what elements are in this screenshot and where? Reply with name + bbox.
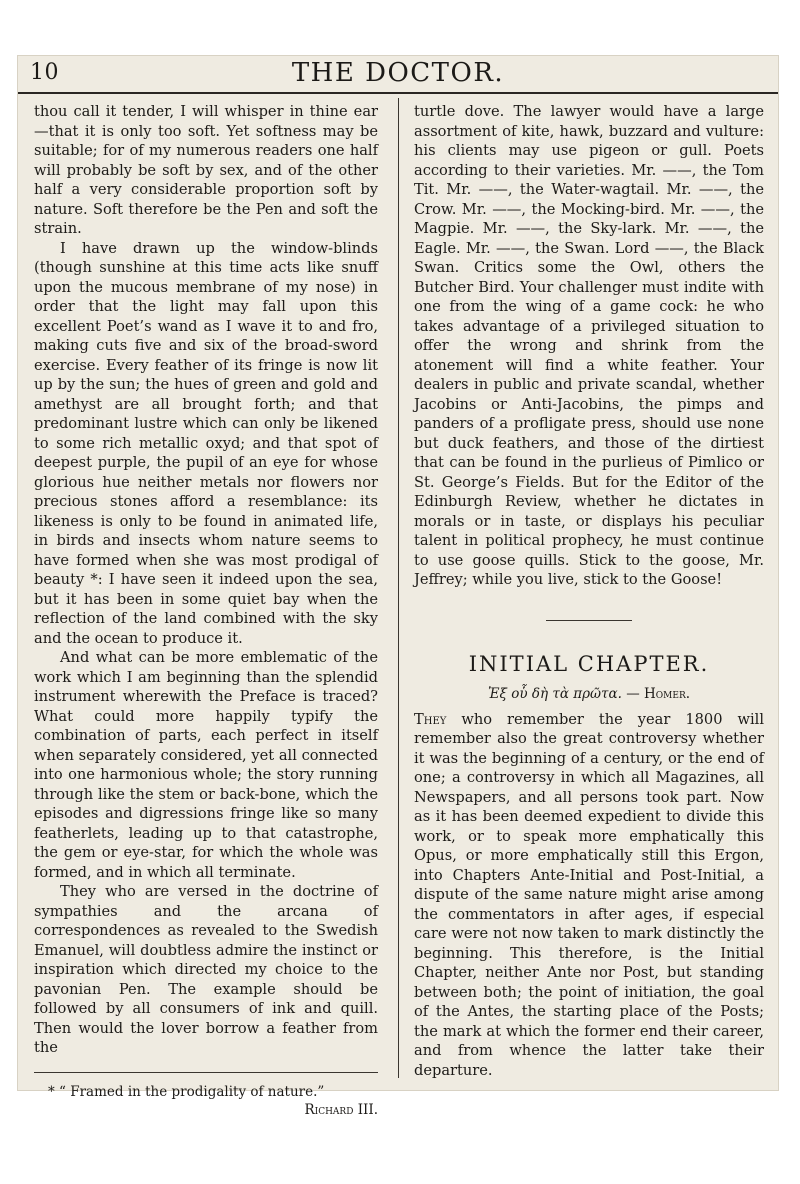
page-number: 10 [30,60,59,85]
column-divider [398,98,399,1078]
paragraph: And what can be more emblematic of the work which I am beginning than the splendid instrument wherewith the Preface is traced? What could more happily typify the combination of parts, each perfect in itself when separately considered, yet all connected into one harmonious whole; the story running through like the stem or back-bone, which the episodes and digressions fringe like so many featherlets, leading up to that catastrophe, the gem or eye-star, for which the whole was formed, and in which all terminate. [34,649,378,881]
paragraph: I have drawn up the window-blinds (though sunshine at this time acts like snuff upon the mucous membrane of my nose) in order that the light may fall upon this excellent Poet’s wand as I wave it to and fro, making cuts five and six of the broad-sword exercise. Every feather of its fringe is now lit up by the sun; the hues of green and gold and amethyst are all brought forth; and that predominant lustre which can only be likened to some rich metallic oxyd; and that spot of deepest purple, the pupil of an eye for whose glorious hue neither metals nor flowers nor precious stones afford a resemblance: its likeness is only to be found in animated life, in birds and insects whom nature seems to have formed when she was most prodigal of beauty *: I have seen it indeed upon the sea, but it has been in some quiet bay when the reflection of the land combined with the sky and the ocean to produce it. [34,239,378,647]
epigraph-author: — Homer. [626,685,691,702]
chapter-title: INITIAL CHAPTER. [468,651,710,676]
chapter-paragraph [414,710,764,1081]
page-header [18,56,778,94]
section-divider [546,620,632,621]
chapter-first-word: They [414,710,447,728]
paragraph: turtle dove. The lawyer would have a large assortment of kite, hawk, buzzard and vulture: his clients may use pigeon or gull. Poets according to their varieties. Mr. ——, the Tom Tit. Mr. ——, the Water-wagtail. Mr. ——, the Crow. Mr. ——, the Mocking-bird. Mr. ——, the Magpie. Mr. ——, the Sky-lark. Mr. ——, the Eagle. Mr. ——, the Swan. Lord ——, the Black Swan. Critics some the Owl, others the Butcher Bird. Your challenger must indite with one from the wing of a game cock: he who takes advantage of a privileged situation to offer the wrong and shrink from the atonement will find a white feather. Your dealers in public and private scandal, whether Jacobins or Anti-Jacobins, the pimps and panders of a profligate press, should use none but duck feathers, and those of the dirtiest that can be found in the purlieus of Pimlico or St. George’s Fields. But for the Editor of the Edinburgh Review, whether he dictates in morals or in taste, or displays his peculiar talent in political prophecy, he must continue to use goose quills. Stick to the goose, Mr. Jeffrey; while you live, stick to the Goose! [414,103,764,588]
book-page [18,56,778,1118]
footnote-divider [34,1072,378,1073]
epigraph [414,685,764,704]
running-head: THE DOCTOR. [291,58,505,88]
left-column [34,102,378,1118]
epigraph-quote: Ἐξ οὗ δὴ τὰ πρῶτα. [487,685,622,702]
footnote: * “ Framed in the prodigality of nature.” [48,1083,325,1100]
chapter-text: who remember the year 1800 will remember also the great controversy whether it was the beginning of a century, or the end of one; a controversy in which all Magazines, all Newspapers, and all persons took part. Now as it has been deemed expedient to divide this work, or to speak more emphatically this Opus, or more emphatically still this Ergon, into Chapters Ante-Initial and Post-Initial, a dispute of the same nature might arise among the commentators in after ages, if especial care were not now taken to mark distinctly the beginning. This therefore, is the Initial Chapter, neither Ante nor Post, but standing between both; the point of initiation, the goal of the Antes, the starting place of the Posts; the mark at which the former end their career, and from whence the latter take their departure. [414,710,764,1079]
footnote-attribution: Richard III. [304,1101,378,1118]
right-column [414,102,764,1082]
paragraph: They who are versed in the doctrine of sympathies and the arcana of correspondences as revealed to the Swedish Emanuel, will doubtless admire the instinct or inspiration which directed my choice to the pavonian Pen. The example should be followed by all consumers of ink and quill. Then would the lover borrow a feather from the [34,883,378,1056]
paragraph: thou call it tender, I will whisper in thine ear—that it is only too soft. Yet softness may be suitable; for of my numerous readers one half will probably be soft by sex, and of the other half a very considerable proportion soft by nature. Soft therefore be the Pen and soft the strain. [34,103,378,237]
